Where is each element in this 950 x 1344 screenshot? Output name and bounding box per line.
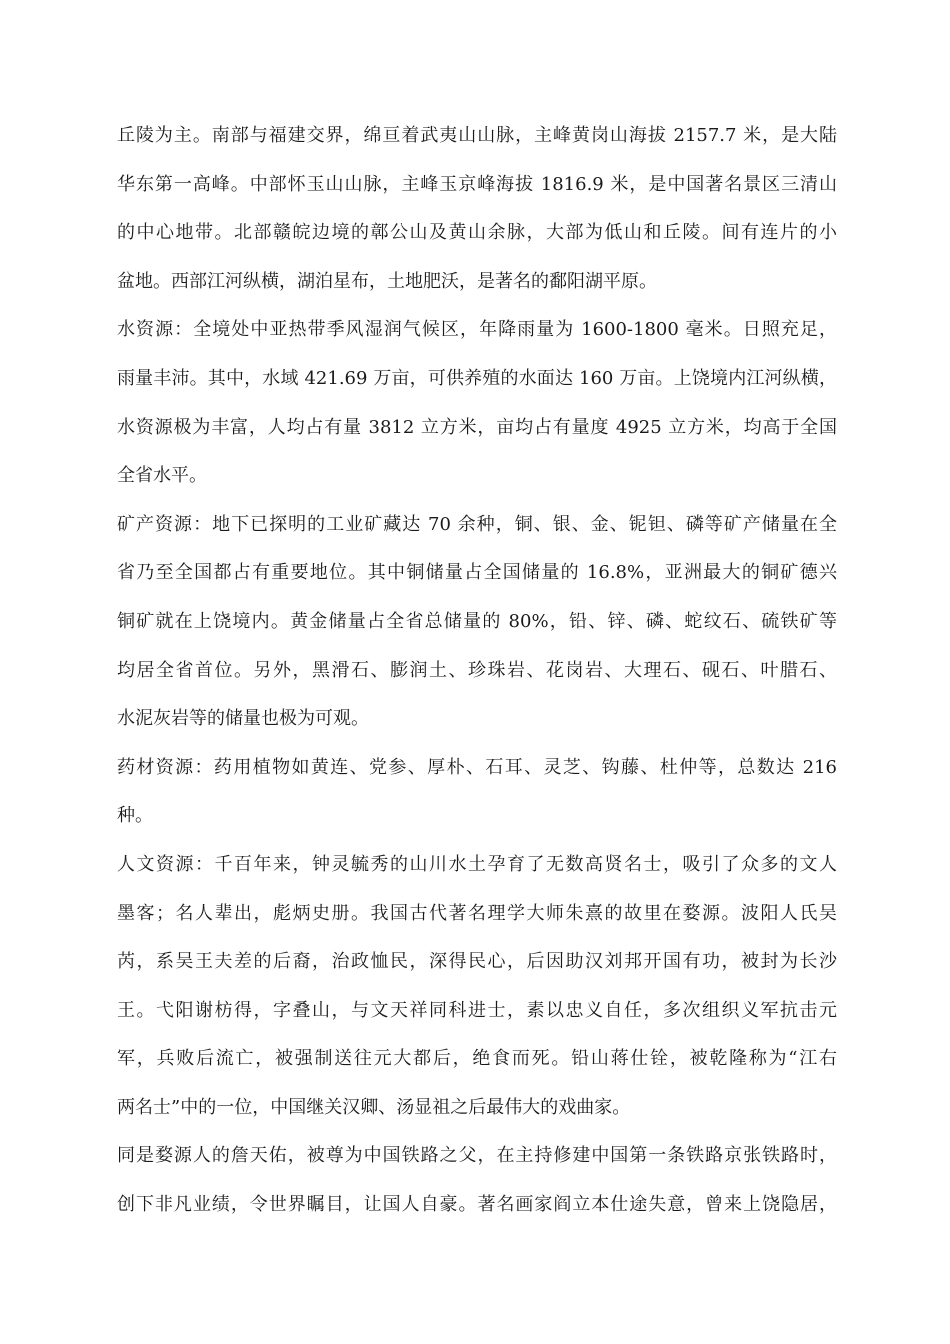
text-line: 省乃至全国都占有重要地位。其中铜储量占全国储量的 16.8%，亚洲最大的铜矿德兴 <box>117 562 837 584</box>
paragraph-cultural-resources <box>117 841 837 1133</box>
paragraph-water-resources <box>117 306 837 500</box>
text-line: 盆地。西部江河纵横，湖泊星布，土地肥沃，是著名的鄱阳湖平原。 <box>117 270 657 292</box>
text-line: 水资源极为丰富，人均占有量 3812 立方米，亩均占有量度 4925 立方米，均高于全国 <box>117 416 837 438</box>
paragraph-notable-people <box>117 1132 837 1229</box>
text-line: 芮，系吴王夫差的后裔，治政恤民，深得民心，后因助汉刘邦开国有功，被封为长沙 <box>117 951 837 973</box>
text-line: 王。弋阳谢枋得，字叠山，与文天祥同科进士，素以忠义自任，多次组织义军抗击元 <box>117 999 837 1021</box>
text-line: 华东第一高峰。中部怀玉山山脉，主峰玉京峰海拔 1816.9 米，是中国著名景区三清山 <box>117 173 837 195</box>
paragraph-terrain <box>117 112 837 306</box>
paragraph-mineral-resources <box>117 501 837 744</box>
text-line: 雨量丰沛。其中，水域 421.69 万亩，可供养殖的水面达 160 万亩。上饶境内江河纵横， <box>117 367 837 389</box>
paragraph-medicinal-resources <box>117 744 837 841</box>
text-line: 同是婺源人的詹天佑，被尊为中国铁路之父，在主持修建中国第一条铁路京张铁路时， <box>117 1145 837 1167</box>
text-line: 水泥灰岩等的储量也极为可观。 <box>117 708 369 730</box>
text-line: 矿产资源：地下已探明的工业矿藏达 70 余种，铜、银、金、铌钽、磷等矿产储量在全 <box>117 513 837 535</box>
text-line: 均居全省首位。另外，黑滑石、膨润土、珍珠岩、花岗岩、大理石、砚石、叶腊石、 <box>117 659 837 681</box>
text-line: 铜矿就在上饶境内。黄金储量占全省总储量的 80%，铅、锌、磷、蛇纹石、硫铁矿等 <box>117 610 837 632</box>
text-line: 种。 <box>117 805 153 827</box>
text-line: 水资源：全境处中亚热带季风湿润气候区，年降雨量为 1600-1800 毫米。日照充足， <box>117 319 837 341</box>
text-line: 全省水平。 <box>117 465 207 487</box>
text-line: 药材资源：药用植物如黄连、党参、厚朴、石耳、灵芝、钩藤、杜仲等，总数达 216 <box>117 756 837 778</box>
text-line: 创下非凡业绩，令世界瞩目，让国人自豪。著名画家阎立本仕途失意，曾来上饶隐居， <box>117 1194 837 1216</box>
text-line: 的中心地带。北部赣皖边境的鄣公山及黄山余脉，大部为低山和丘陵。间有连片的小 <box>117 222 837 244</box>
text-line: 军，兵败后流亡，被强制送往元大都后，绝食而死。铅山蒋仕铨，被乾隆称为“江右 <box>117 1048 837 1070</box>
text-line: 丘陵为主。南部与福建交界，绵亘着武夷山山脉，主峰黄岗山海拔 2157.7 米，是大陆 <box>117 125 837 146</box>
text-line: 两名士”中的一位，中国继关汉卿、汤显祖之后最伟大的戏曲家。 <box>117 1096 631 1118</box>
text-line: 人文资源：千百年来，钟灵毓秀的山川水土孕育了无数高贤名士，吸引了众多的文人 <box>117 853 837 875</box>
text-line: 墨客；名人辈出，彪炳史册。我国古代著名理学大师朱熹的故里在婺源。波阳人氏吴 <box>117 902 837 924</box>
document-body <box>117 112 837 1230</box>
